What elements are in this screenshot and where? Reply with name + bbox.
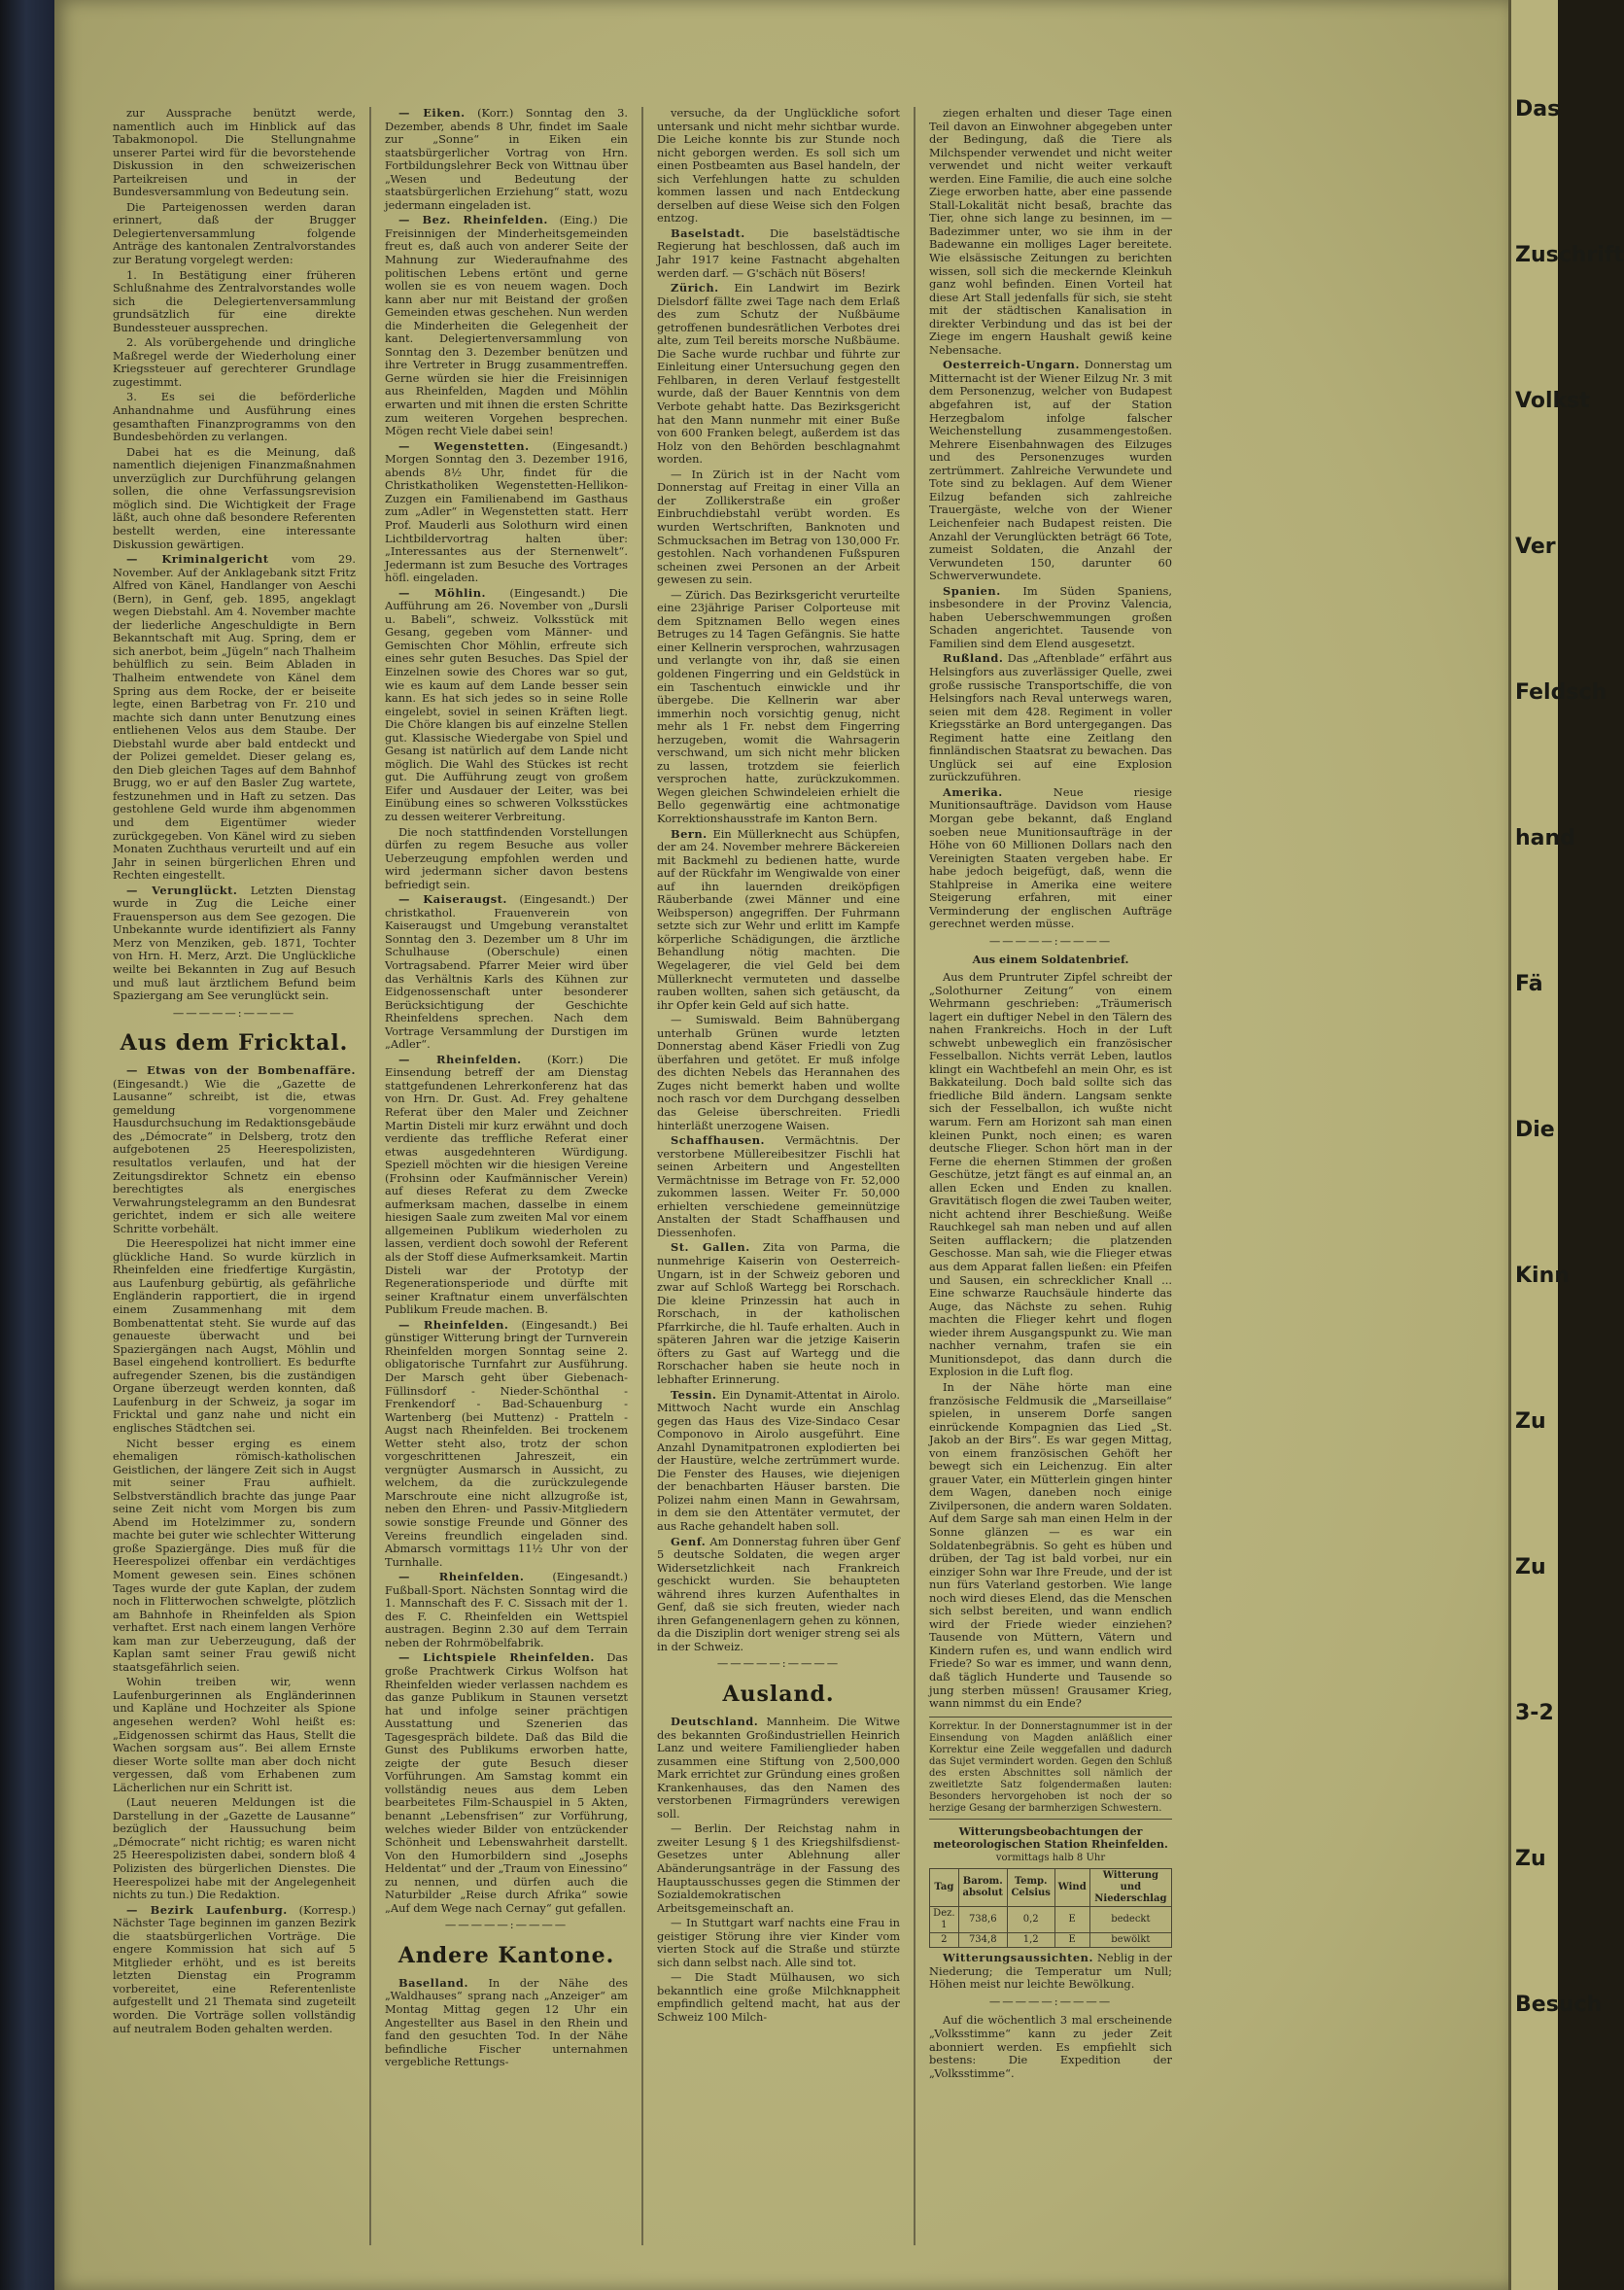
article-text: Im Süden Spaniens, insbesondere in der Provinz Valencia, haben Ueberschwemmungen großen Schaden angerichtet. Tausende von Familien sind dem Elend ausgesetzt. bbox=[929, 583, 1172, 650]
article-text: — Zürich. Das Bezirksgericht verurteilte eine 23jährige Pariser Colporteuse mit dem Spitznamen Bello wegen eines Betruges zu 14 Tagen Gefängnis. Sie hatte einer Kellnerin versprochen, wahrzusagen und verlangte von ihr, daß sie einen goldenen Fingerring und ein Geldstück in ein Taschentuch einwickle und ihr übergebe. Die Kellnerin war aber immerhin noch vorsichtig genug, nicht mehr als 1 Fr. nebst dem Fingerring herzugeben, womit die Wahrsagerin verschwand, um sich nicht mehr blicken zu lassen, trotzdem sie feierlich versprochen hatte, zurückzukommen. Wegen gleichen Schwindeleien erhielt die Bello gegenwärtig eine achtmonatige Korrektionshausstrafe im Kanton Bern. bbox=[657, 587, 900, 825]
article-text: Ein Landwirt im Bezirk Dielsdorf fällte zwei Tage nach dem Erlaß des zum Schutz der Nußbäume getroffenen bundesrätlichen Verbotes drei alte, zum Teil bereits morsche Nußbäume. Die Sache wurde ruchbar und führte zur Einleitung einer Untersuchung gegen den Fehlbaren, in deren Verlauf festgestellt wurde, daß der Bauer Kenntnis von dem Verbote gehabt hatte. Das Bezirksgericht hat den Mann nunmehr mit einer Buße von 600 Franken belegt, außerdem ist das Holz von den Behörden beschlagnahmt worden. bbox=[657, 281, 900, 467]
article-paragraph bbox=[929, 2014, 1172, 2080]
article-paragraph bbox=[657, 1241, 900, 1386]
article-text: — Die Stadt Mülhausen, wo sich bekanntlich eine große Milchknappheit empfindlich geltend macht, hat aus der Schweiz 100 Milch- bbox=[657, 1970, 900, 2025]
article-text: Die Parteigenossen werden daran erinnert, daß der Brugger Delegiertenversammlung folgende Anträge des kantonalen Zentralvorstandes zur Beratung vorgelegt werden: bbox=[113, 199, 356, 267]
article-columns bbox=[113, 107, 1172, 2245]
article-dateline: Rußland. bbox=[943, 651, 1004, 666]
article-dateline: — Verunglückt. bbox=[126, 883, 238, 897]
article-dateline: — Möhlin. bbox=[398, 585, 487, 600]
article-text: 2. Als vorübergehende und dringliche Maßregel werde der Wiederholung einer Kriegssteuer auf gerechterer Grundlage zugestimmt. bbox=[113, 335, 356, 389]
article-text: Die noch stattfindenden Vorstellungen dürfen zu regem Besuche aus voller Ueberzeugung empfohlen werden und wird jedermann sicher davon bestens befriedigt sein. bbox=[385, 824, 628, 891]
adjacent-page-fragment: Besuch bbox=[1515, 1993, 1603, 2017]
article-paragraph bbox=[385, 1319, 628, 1569]
article-text: Donnerstag um Mitternacht ist der Wiener Eilzug Nr. 3 mit dem Personenzug, welcher von Budapest abgefahren ist, auf der Station Herzegbalom infolge falscher Weichenstellung zusammengestoßen. Mehrere Eisenbahnwagen des Eilzuges und des Personenzuges wurden zertrümmert. Zahlreiche Verwundete und Tote sind zu beklagen. Auf dem Wiener Eilzug befanden sich zahlreiche Trauergäste, welche von der Wiener Leichenfeier nach Budapest reisten. Die Anzahl der Verunglückten beträgt 66 Tote, zumeist Soldaten, die Anzahl der Verwundeten 150, darunter 60 Schwerverwundete. bbox=[929, 358, 1172, 583]
article-paragraph bbox=[657, 1716, 900, 1821]
adjacent-page-edge bbox=[1508, 0, 1624, 2290]
article-text: Neue riesige Munitionsaufträge. Davidson vom Hause Morgan gebe bekannt, daß England soeben neue Munitionsaufträge in der Höhe von 60 Millionen Dollars nach den Vereinigten Staaten vergeben habe. Er habe jedoch beigefügt, daß, wenn die Stahlpreise in Amerika eine weitere Steigerung erfahren, mit einer Verminderung der englischen Aufträge gerechnet werden müsse. bbox=[929, 784, 1172, 931]
weather-header-cell: Barom. absolut bbox=[958, 1869, 1007, 1907]
article-paragraph bbox=[657, 227, 900, 280]
article-text: (Laut neueren Meldungen ist die Darstellung in der „Gazette de Lausanne“ bezüglich der Haussuchung beim „Démocrate“ nicht richtig; es waren nicht 25 Heerespolizisten dabei, sondern bloß 4 Polizisten des bürgerlichen Dienstes. Die Heerespolizei habe mit der Angelegenheit nichts zu tun.) Die Redaktion. bbox=[113, 1795, 356, 1902]
section-separator: —————:———— bbox=[988, 1994, 1113, 2008]
article-dateline: Genf. bbox=[671, 1534, 707, 1548]
article-dateline: — Etwas von der Bombenaffäre. bbox=[126, 1063, 356, 1078]
article-dateline: Schaffhausen. bbox=[671, 1133, 765, 1148]
adjacent-page-fragment: Ver bbox=[1515, 535, 1556, 559]
article-paragraph bbox=[385, 107, 628, 212]
article-paragraph bbox=[657, 468, 900, 587]
article-text: Zita von Parma, die nunmehrige Kaiserin von Oesterreich-Ungarn, ist in der Schweiz geboren und zwar auf Schloß Wartegg bei Rorschach. Die kleine Prinzessin hat auch in Rorschach, in der katholischen Pfarrkirche, die hl. Taufe erhalten. Auch in späteren Jahren war die jetzige Kaiserin öfters zu Gast auf Wartegg und die Rorschacher haben sie heute noch in lebhafter Erinnerung. bbox=[657, 1240, 900, 1386]
article-text: In der Nähe des „Waldhauses“ sprang nach „Anzeiger“ am Montag Mittag gegen 12 Uhr ein Angestellter aus Basel in den Rhein und fand den gesuchten Tod. In der Nähe befindliche Fischer unternahmen vergebliche Rettungs- bbox=[385, 1975, 628, 2069]
section-heading: Andere Kantone. bbox=[397, 1942, 615, 1968]
article-paragraph bbox=[657, 282, 900, 467]
section-separator: —————:———— bbox=[716, 1656, 841, 1671]
article-paragraph bbox=[385, 587, 628, 824]
article-paragraph bbox=[385, 826, 628, 892]
column-2 bbox=[385, 107, 628, 2245]
article-dateline: — Rheinfelden. bbox=[398, 1052, 522, 1066]
article-dateline: Baselland. bbox=[398, 1975, 468, 1990]
article-text: (Eingesandt.) Bei günstiger Witterung bringt der Turnverein Rheinfelden morgen Sonntag seine 2. obligatorische Turnfahrt zur Ausführung. Der Marsch geht über Giebenach-Füllinsdorf - Nieder-Schönthal - Frenkendorf - Bad-Schauenburg - Wartenberg (bei Muttenz) - Pratteln - Augst nach Rheinfelden. Bei trockenem Wetter steht also, trotz der schon vorgeschrittenen Jahreszeit, ein vergnügter Ausmarsch in Aussicht, zu welchem, da die zurückzulegende Marschroute eine nicht allzugroße ist, neben den Ehren- und Passiv-Mitgliedern sowie sonstige Freunde und Gönner des Vereins freundlich eingeladen sind. Abmarsch vormittags 11½ Uhr von der Turnhalle. bbox=[385, 1317, 628, 1569]
weather-cell: Dez. 1 bbox=[930, 1907, 959, 1933]
article-text: Nicht besser erging es einem ehemaligen römisch-katholischen Geistlichen, der längere Zeit sich in Augst mit seiner Frau aufhielt. Selbstverständlich brachte das junge Paar seine Zeit nicht vom Morgen bis zum Abend im Hotelzimmer zu, sondern machte bei guter wie schlechter Witterung große Spaziergänge. Dies muß für die Heerespolizei offenbar ein verdächtiges Moment gewesen sein. Eines schönen Tages wurde der gute Kaplan, der zudem noch in Flitterwochen schwelgte, plötzlich am Bahnhofe in Rheinfelden als Spion verhaftet. Erst nach einem langen Verhöre kam man zur Ueberzeugung, daß der Kaplan samt seiner Frau gewiß nicht staatsgefährlich seien. bbox=[113, 1436, 356, 1674]
article-paragraph bbox=[657, 1917, 900, 1969]
article-text: Die baselstädtische Regierung hat beschlossen, daß auch im Jahr 1917 keine Fastnacht abgehalten werden darf. — G'schäch nüt Bösers! bbox=[657, 226, 901, 280]
weather-row bbox=[930, 1933, 1172, 1948]
article-text: In der Nähe hörte man eine französische Feldmusik die „Marseillaise“ spielen, in unserem Dorfe sangen einrückende Kompagnien das Lied „St. Jakob an der Birs“. Es war gegen Mittag, von einem französischen Gehöft her bewegt sich ein Leichenzug. Ein alter grauer Vater, ein Mütterlein gingen hinter dem Wagen, daneben noch einige Zivilpersonen, die andern waren Soldaten. Auf dem Sarge sah man einen Helm in der Sonne glänzen — es war ein Soldatenbegräbnis. So geht es hüben und drüben, der Tag ist bald vorbei, nur ein einziger Sohn war Ihre Freude, und der ist nun fürs Vaterland gestorben. Wie lange noch wird dieses Elend, das die Menschen sich selbst bereiten, und wann endlich wird der Friede wieder einziehen? Tausende von Müttern, Vätern und Kindern rufen es, und wann endlich wird Friede? So war es immer, und wann denn, daß täglich Hunderte und Tausende so jung sterben müssen! Grausamer Krieg, wann nimmst du ein Ende? bbox=[929, 1379, 1172, 1711]
adjacent-page-fragment: Die bbox=[1515, 1118, 1555, 1142]
article-text: (Eingesandt.) Fußball-Sport. Nächsten Sonntag wird die 1. Mannschaft des F. C. Sissach mit der 1. des F. C. Rheinfelden ein Wettspiel austragen. Beginn 2.30 auf dem Terrain neben der Rohrmöbelfabrik. bbox=[385, 1570, 628, 1649]
article-text: Wohin treiben wir, wenn Laufenburgerinnen als Engländerinnen und Kapläne und Hochzeiter als Spione angesehen werden? Wohl heißt es: „Eidgenossen schirmt das Haus, Stellt die Wachen sorgsam aus“. Bei allem Ernste dieser Worte sollte man aber doch nicht vergessen, daß vom Erhabenen zum Lächerlichen nur ein Schritt ist. bbox=[113, 1675, 356, 1794]
article-paragraph bbox=[929, 107, 1172, 357]
article-dateline: Witterungsaussichten. bbox=[943, 1951, 1093, 1965]
article-paragraph bbox=[657, 828, 900, 1013]
article-dateline: — Rheinfelden. bbox=[398, 1570, 525, 1584]
article-text: Auf die wöchentlich 3 mal erscheinende „Volksstimme“ kann zu jeder Zeit abonniert werden. Es empfiehlt sich bestens: Die Expedition der „Volksstimme“. bbox=[929, 2013, 1172, 2080]
weather-cell: E bbox=[1054, 1933, 1089, 1948]
article-text: Das große Prachtwerk Cirkus Wolfson hat Rheinfelden wieder verlassen nachdem es das ganze Publikum in Staunen versetzt hat und infolge seiner prächtigen Ausstattung und Szenerien das Tagesgespräch bildete. Daß das Bild die Gunst des Publikums erworben hatte, zeigte der gute Besuch dieser Vorführungen. Am Samstag kommt ein vollständig neues aus dem Leben bearbeitetes Film-Schauspiel in 5 Akten, benannt „Lebensfrisen“ zur Vorführung, welches wieder Bilder von entzückender Schönheit und Lebenswahrheit darstellt. Von den Humorbildern sind „Josephs Heldentat“ und der „Traum von Einessino“ zu nennen, und dürfen auch die Naturbilder „Reise durch Afrika“ sowie „Auf dem Wege nach Cernay“ gut gefallen. bbox=[385, 1650, 628, 1915]
section-separator: —————:———— bbox=[988, 933, 1113, 948]
article-dateline: St. Gallen. bbox=[671, 1240, 750, 1255]
article-dateline: — Kriminalgericht bbox=[126, 552, 269, 567]
article-text: Ein Müllerknecht aus Schüpfen, der am 24. November mehrere Bäckereien mit Backmehl zu bedienen hatte, wurde auf der Rückfahr im Wengiwalde von einer auf ihn lauernden dreiköpfigen Räuberbande (zwei Männer und eine Weibsperson) angegriffen. Der Fuhrmann setzte sich zur Wehr und erlitt im Kampfe körperliche Schädigungen, die ärztliche Behandlung nötig machten. Die Wegelagerer, die viel Geld bei dem Müllerknecht vermuteten und dasselbe rauben wollten, sahen sich getäuscht, da ihr Opfer kein Geld auf sich hatte. bbox=[657, 826, 900, 1012]
weather-header-row bbox=[930, 1869, 1172, 1907]
article-paragraph bbox=[113, 1237, 356, 1435]
article-text: 1. In Bestätigung einer früheren Schlußnahme des Zentralvorstandes wolle sich die Delegiertenversammlung grundsätzlich für eine direkte Bundessteuer aussprechen. bbox=[113, 267, 356, 334]
article-paragraph bbox=[385, 893, 628, 1052]
article-paragraph bbox=[113, 1438, 356, 1675]
article-paragraph bbox=[929, 585, 1172, 651]
article-paragraph bbox=[113, 1676, 356, 1794]
article-text: (Eingesandt.) Der christkathol. Frauenverein von Kaiseraugst und Umgebung veranstaltet Sonntag den 3. Dezember um 8 Uhr im Schulhause (Oberschule) einen Vortragsabend. Pfarrer Meier wird über das Verhältnis Karls des Kühnen zur Eidgenossenschaft unter besonderer Berücksichtigung der Geschichte Rheinfeldens sprechen. Nach dem Vortrage Versammlung der Durstigen im „Adler“. bbox=[385, 892, 628, 1052]
column-4 bbox=[929, 107, 1172, 2245]
article-paragraph bbox=[929, 786, 1172, 931]
article-paragraph bbox=[929, 1381, 1172, 1711]
article-dateline: Zürich. bbox=[671, 281, 719, 295]
article-paragraph bbox=[657, 589, 900, 826]
article-dateline: Baselstadt. bbox=[671, 226, 745, 240]
weather-cell: E bbox=[1054, 1907, 1089, 1933]
adjacent-page-fragment: Zu bbox=[1515, 1409, 1546, 1434]
article-dateline: Amerika. bbox=[943, 784, 1003, 799]
weather-cell: 734,8 bbox=[958, 1933, 1007, 1948]
article-dateline: Spanien. bbox=[943, 583, 1001, 598]
article-paragraph bbox=[113, 336, 356, 389]
weather-cell: 1,2 bbox=[1007, 1933, 1054, 1948]
article-paragraph bbox=[929, 1952, 1172, 1992]
weather-title: Witterungsbeobachtungen der meteorologischen Station Rheinfelden. bbox=[933, 1824, 1168, 1852]
article-text: Letzten Dienstag wurde in Zug die Leiche einer Frauensperson aus dem See gezogen. Die Unbekannte wurde identifiziert als Fanny Merz von Menziken, geb. 1871, Tochter von Hrn. H. Merz, Arzt. Die Unglückliche weilte bei Bekannten in Zug auf Besuch und muß laut ärztlichem Befund beim Spaziergang am See verunglückt sein. bbox=[113, 883, 356, 1003]
article-text: Neblig in der Niederung; die Temperatur um Null; Höhen meist nur leichte Bewölkung. bbox=[929, 1951, 1172, 1992]
article-text: (Eingesandt.) Wie die „Gazette de Lausanne“ schreibt, ist die, etwas gemeldung vorgenommene Hausdurchsuchung im Redaktionsgebäude des „Démocrate“ in Delsberg, trotz den aufgebotenen 25 Heerespolizisten, resultatlos verlaufen, und hat der Zeitungsdirektor Schnetz ein ebenso berechtigtes als energisches Verwahrungstelegramm an den Bundesrat gerichtet, indem er sich alle weitere Schritte vorbehält. bbox=[113, 1076, 356, 1235]
weather-header-cell: Wind bbox=[1054, 1869, 1089, 1907]
weather-table bbox=[929, 1868, 1172, 1948]
section-heading: Aus dem Fricktal. bbox=[120, 1030, 349, 1057]
adjacent-page-fragment: Zuschrift bbox=[1515, 243, 1624, 267]
article-paragraph bbox=[657, 1014, 900, 1132]
article-dateline: — Bezirk Laufenburg. bbox=[126, 1902, 288, 1917]
article-paragraph bbox=[657, 1389, 900, 1534]
article-text: — In Zürich ist in der Nacht vom Donnerstag auf Freitag in einer Villa an der Zollikerstraße ein großer Einbruchdiebstahl verübt worden. Es wurden Wertschriften, Banknoten und Schmucksachen im Betrag von 130,000 Fr. gestohlen. Nach vorhandenen Fußspuren scheinen zwei Personen an der Arbeit gewesen zu sein. bbox=[657, 467, 900, 587]
article-paragraph bbox=[657, 1971, 900, 2024]
section-heading: Ausland. bbox=[722, 1681, 835, 1707]
weather-header-cell: Tag bbox=[930, 1869, 959, 1907]
article-paragraph bbox=[113, 391, 356, 443]
article-text: — Sumiswald. Beim Bahnübergang unterhalb Grünen wurde letzten Donnerstag abend Käser Friedli von Zug überfahren und getötet. Er muß infolge des dichten Nebels das Herannahen des Zuges nicht bemerkt haben und wollte noch rasch vor dem Durchgang desselben das Geleise überschreiten. Friedli hinterläßt unerzogene Waisen. bbox=[657, 1013, 900, 1132]
article-text: (Eingesandt.) Morgen Sonntag den 3. Dezember 1916, abends 8½ Uhr, findet für die Christkatholiken Wegenstetten-Hellikon-Zuzgen ein Familienabend im Gasthaus zum „Adler“ in Wegenstetten statt. Herr Prof. Mauderli aus Solothurn wird einen Lichtbildervortrag halten über: „Interessantes aus der Sternenwelt“. Jedermann ist zum Besuche des Vortrages höfl. eingeladen. bbox=[385, 438, 628, 585]
article-paragraph bbox=[113, 269, 356, 335]
article-text: — In Stuttgart warf nachts eine Frau in geistiger Störung ihre vier Kinder vom vierten Stock auf die Straße und stürzte sich dann selbst nach. Alle sind tot. bbox=[657, 1916, 900, 1969]
article-paragraph bbox=[113, 107, 356, 199]
article-paragraph bbox=[657, 107, 900, 226]
weather-header-cell: Temp. Celsius bbox=[1007, 1869, 1054, 1907]
article-text: (Eingesandt.) Die Aufführung am 26. November von „Dursli u. Babeli“, schweiz. Volksstück mit Gesang, gegeben vom Männer- und Gemischten Chor Möhlin, erfreute sich eines sehr guten Besuches. Das Spiel der Einzelnen sowie des Chores war so gut, wie es kaum auf dem Lande besser sein kann. Es hat sich jedes so in seine Rolle eingelebt, soviel in seinen Kräften liegt. Die Chöre klangen bis auf einzelne Stellen gut. Klassische Wiedergabe von Spiel und Gesang ist natürlich auf dem Lande nicht möglich. Die Wahl des Stückes ist recht gut. Die Aufführung zeugt von großem Eifer und Ausdauer der Leiter, was bei Einübung eines so schweren Volksstückes zu dessen weiterer Verbreitung. bbox=[385, 585, 628, 823]
article-paragraph bbox=[113, 553, 356, 883]
article-paragraph bbox=[929, 971, 1172, 1379]
weather-cell: 738,6 bbox=[958, 1907, 1007, 1933]
article-text: (Korresp.) Nächster Tage beginnen im ganzen Bezirk die staatsbürgerlichen Vorträge. Die engere Kommission hat sich auf 5 Mitglieder erhöht, und es ist bereits letzten Dienstag ein Programm vorbereitet, eine Referentenliste aufgestellt und 21 Themata sind zugeteilt worden. Die Vorträge sollen vollständig auf neutralem Boden gehalten werden. bbox=[113, 1902, 357, 2035]
article-dateline: Deutschland. bbox=[671, 1714, 759, 1728]
article-dateline: Tessin. bbox=[671, 1387, 717, 1402]
article-dateline: Bern. bbox=[671, 826, 708, 841]
column-rule bbox=[914, 107, 916, 2245]
article-text: Ein Dynamit-Attentat in Airolo. Mittwoch Nacht wurde ein Anschlag gegen das Haus des Vize-Sindaco Cesar Componovo in Airolo ausgeführt. Eine Anzahl Dynamitpatronen explodierten bei der Haustüre, welche zertrümmert wurde. Die Fenster des Hauses, wie diejenigen der benachbarten Häuser barsten. Die Polizei nahm einen Mann in Gewahrsam, in dem sie den Attentäter vermutet, der aus Rache gehandelt haben soll. bbox=[657, 1387, 901, 1533]
column-1 bbox=[113, 107, 356, 2245]
article-paragraph bbox=[113, 201, 356, 267]
weather-subtitle: vormittags halb 8 Uhr bbox=[995, 1852, 1106, 1863]
article-paragraph bbox=[657, 1536, 900, 1654]
article-text: vom 29. November. Auf der Anklagebank sitzt Fritz Alfred von Känel, Handlanger von Aeschi (Bern), in Genf, geb. 1895, angeklagt wegen Diebstahl. Am 4. November machte der liederliche Angeschuldigte in Bern Bekanntschaft mit Aug. Spring, dem er sich anerbot, beim „Jügeln“ nach Thalheim behülflich zu sein. Beim Abladen in Thalheim entwendete von Känel dem Spring aus dem Rocke, der er beiseite legte, einen Barbetrag von Fr. 210 und machte sich dann unter Benutzung eines entliehenen Velos aus dem Staube. Der Diebstahl wurde aber bald entdeckt und der Polizei gemeldet. Dieser gelang es, den Dieb gleichen Tages auf dem Bahnhof Brugg, wo er auf den Basler Zug wartete, festzunehmen und in Haft zu setzen. Das gestohlene Geld wurde ihm abgenommen und dem Eigentümer wieder zurückgegeben. Von Känel wird zu sieben Monaten Zuchthaus verurteilt und auf ein Jahr in seinen bürgerlichen Ehren und Rechten eingestellt. bbox=[113, 552, 356, 883]
correction-note: Korrektur. In der Donnerstagnummer ist in der Einsendung von Magden anläßlich einer Korrektur eine Zeile weggefallen und dadurch das Sujet vermindert worden. Gegen den Schluß des ersten Abschnittes soll nämlich der zweitletzte Satz folgendermaßen lauten: Besonders hervorgehoben ist noch der so herzige Gesang der barmherzigen Schwestern. bbox=[929, 1717, 1172, 1820]
subsection-heading: Aus einem Soldatenbrief. bbox=[972, 953, 1129, 967]
article-text: Das „Aftenblade“ erfährt aus Helsingfors aus zuverlässiger Quelle, zwei große russische Transportschiffe, die von Helsingfors nach Reval unterwegs waren, seien mit dem 428. Regiment in voller Kriegsstärke an Bord untergegangen. Das Regiment hatte eine Zeitlang den finnländischen Staatsrat zu bewachen. Das Unglück sei auf eine Explosion zurückzuführen. bbox=[929, 651, 1172, 784]
article-text: — Berlin. Der Reichstag nahm in zweiter Lesung § 1 des Kriegshilfsdienst-Gesetzes unter Ablehnung aller Abänderungsanträge in der Fassung des Hauptausschusses gegen die Stimmen der Sozialdemokratischen Arbeitsgemeinschaft an. bbox=[657, 1822, 900, 1915]
article-paragraph bbox=[385, 214, 628, 437]
article-paragraph bbox=[113, 1064, 356, 1235]
section-separator: —————:———— bbox=[444, 1918, 569, 1932]
adjacent-page-fragment: Volkst bbox=[1515, 389, 1590, 413]
weather-row bbox=[930, 1907, 1172, 1933]
weather-header-cell: Witterung und Niederschlag bbox=[1089, 1869, 1171, 1907]
weather-cell: bewölkt bbox=[1089, 1933, 1171, 1948]
article-text: versuche, da der Unglückliche sofort untersank und nicht mehr sichtbar wurde. Die Leiche konnte bis zur Stunde noch nicht geborgen werden. Es soll sich um einen Postbeamten aus Basel handeln, der sich Verfehlungen hatte zu schulden kommen lassen und nach Entdeckung derselben auf diese Weise sich den Folgen entzog. bbox=[657, 106, 900, 226]
weather-cell: 2 bbox=[930, 1933, 959, 1948]
adjacent-page-fragment: Feldsch bbox=[1515, 680, 1607, 705]
weather-cell: bedeckt bbox=[1089, 1907, 1171, 1933]
adjacent-page-fragment: Zu bbox=[1515, 1847, 1546, 1871]
article-paragraph bbox=[385, 1977, 628, 2069]
adjacent-page-fragment: Zu bbox=[1515, 1555, 1546, 1579]
article-dateline: — Lichtspiele Rheinfelden. bbox=[398, 1650, 595, 1665]
article-paragraph bbox=[929, 652, 1172, 783]
article-text: Mannheim. Die Witwe des bekannten Großindustriellen Heinrich Lanz und weitere Familienglieder haben zusammen eine Stiftung von 2,500,000 Mark errichtet zur Gründung eines großen Krankenhauses, das den Namen des verstorbenen Firmagründers verewigen soll. bbox=[657, 1714, 900, 1821]
article-dateline: — Kaiseraugst. bbox=[398, 892, 507, 907]
section-separator: —————:———— bbox=[172, 1005, 296, 1020]
column-rule bbox=[369, 107, 371, 2245]
article-paragraph bbox=[385, 440, 628, 585]
article-text: 3. Es sei die beförderliche Anhandnahme und Ausführung eines gesamthaften Finanzprogramms von den Bundesbehörden zu verlangen. bbox=[113, 390, 356, 444]
adjacent-page-fragment: Kinn bbox=[1515, 1264, 1570, 1288]
newspaper-page bbox=[54, 0, 1508, 2290]
article-dateline: — Wegenstetten. bbox=[398, 438, 530, 453]
article-text: ziegen erhalten und dieser Tage einen Teil davon an Einwohner abgegeben unter der Bedingung, daß die Tiere als Milchspender verwendet und nicht weiter verwendet und nicht weiter verkauft werden. Eine Familie, die auch eine solche Ziege erworben hatte, aber eine passende Stall-Lokalität nicht besaß, brachte das Tier, ohne sich lange zu besinnen, im — Badezimmer unter, wo sie ihm in der Badewanne ein molliges Lager bereitete. Wie elsässische Zeitungen zu berichten wissen, soll sich die meckernde Kleinkuh ganz wohl befinden. Einen Vorteil hat diese Art Stall jedenfalls für sich, sie steht mit der städtischen Kanalisation in direkter Verbindung und das ist bei der Ziege im engern Haushalt gewiß keine Nebensache. bbox=[929, 106, 1172, 357]
article-paragraph bbox=[113, 885, 356, 1003]
article-dateline: — Bez. Rheinfelden. bbox=[398, 213, 548, 227]
adjacent-page-fragment: Das bbox=[1515, 97, 1561, 121]
adjacent-page-fragment: 3-2 bbox=[1515, 1701, 1554, 1725]
article-text: Die Heerespolizei hat nicht immer eine glückliche Hand. So wurde kürzlich in Rheinfelden eine friedfertige Kurgästin, aus Laufenburg gebürtig, als gefährliche Engländerin rapportiert, die in irgend einem Zusammenhang mit dem Bombenattentat steht. Sie wurde auf das genaueste überwacht und bei Spaziergängen nach Augst, Möhlin und Basel eingehend kontrolliert. Es bedurfte aufregender Szenen, bis die zuständigen Organe überzeugt werden konnten, daß Laufenburg in der Schweiz, ja sogar im Fricktal und ganz nahe und nicht ein englisches Städtchen sei. bbox=[113, 1236, 356, 1435]
article-paragraph bbox=[929, 359, 1172, 582]
article-paragraph bbox=[113, 446, 356, 551]
column-rule bbox=[641, 107, 643, 2245]
column-3 bbox=[657, 107, 900, 2245]
article-text: Vermächtnis. Der verstorbene Müllereibesitzer Fischli hat seinen Arbeitern und Angestellten Vermächtnisse im Betrage von Fr. 52,000 zukommen lassen. Weiter Fr. 50,000 erhielten verschiedene gemeinnützige Anstalten der Stadt Schaffhausen und Diessenhofen. bbox=[657, 1133, 900, 1239]
article-text: (Korr.) Die Einsendung betreff der am Dienstag stattgefundenen Lehrerkonferenz hat das von Hrn. Dr. Gust. Ad. Frey gehaltene Referat über den Maler und Zeichner Martin Disteli mir kurz erwähnt und doch verdiente das treffliche Referat einer etwas ausgedehnteren Würdigung. Speziell möchten wir die hiesigen Vereine (Frohsinn oder Kaufmännischer Verein) auf dieses Referat zu dem Zwecke aufmerksam machen, dasselbe in einem hiesigen Saale zum zweiten Mal vor einem allgemeinen Publikum wiederholen zu lassen, verdient doch sowohl der Referent als der Stoff diese Aufmerksamkeit. Martin Disteli war der Prototyp der Regenerationsperiode und dürfte mit seiner Kraftnatur einem unverfälschten Publikum Freude machen. B. bbox=[385, 1052, 628, 1317]
weather-cell: 0,2 bbox=[1007, 1907, 1054, 1933]
article-text: Aus dem Pruntruter Zipfel schreibt der „Solothurner Zeitung“ von einem Wehrmann geschrieben: „Träumerisch lagert ein duftiger Nebel in den Tälern des nahen Frankreichs. Hoch in der Luft schwebt unbeweglich ein französischer Fesselballon. Nichts verrät Leben, lautlos klingt ein Wachtbefehl an mein Ohr, es ist Bakkateilung. Doch bald sollte sich das friedliche Bild ändern. Langsam senkte sich der Fesselballon, ich wußte nicht warum. Fern am Horizont sah man einen kleinen Punkt, noch einen; es waren deutsche Flieger. Schon hört man in der Ferne die ehernen Stimmen der großen Geschütze, jetzt fängt es auf einmal an, an allen Ecken und Enden zu knallen. Gravitätisch flogen die zwei Tauben weiter, nicht achtend ihrer Beschießung. Weiße Rauchkegel sah man neben und auf allen Seiten aufflackern; die platzenden Geschosse. Man sah, wie die Flieger etwas aus dem Apparat fallen ließen: ein Pfeifen und Sausen, ein schrecklicher Knall ... Eine schwarze Rauchsäule hinderte das Auge, das Nächste zu sehen. Ruhig machten die Flieger kehrt und flogen wieder ihrem Ausgangspunkt zu. Wie man nachher vernahm, trafen sie ein Munitionsdepot, das dann durch die Explosion in die Luft flog. bbox=[929, 970, 1172, 1379]
article-paragraph bbox=[657, 1134, 900, 1239]
article-paragraph bbox=[113, 1796, 356, 1901]
article-text: zur Aussprache benützt werde, namentlich auch im Hinblick auf das Tabakmonopol. Die Stellungnahme unserer Partei wird für die bevorstehende Diskussion in den schweizerischen Parteikreisen und in der Bundesversammlung von Bedeutung sein. bbox=[113, 106, 356, 199]
adjacent-page-fragment: hand bbox=[1515, 826, 1575, 850]
article-paragraph bbox=[385, 1571, 628, 1649]
article-dateline: Oesterreich-Ungarn. bbox=[943, 358, 1080, 372]
article-text: Dabei hat es die Meinung, daß namentlich diejenigen Finanzmaßnahmen unverzüglich zur Durchführung gelangen sollen, die ohne Verfassungsrevision möglich sind. Die Wichtigkeit der Frage läßt, auch ohne daß besondere Referenten bestellt werden, eine interessante Diskussion gewärtigen. bbox=[113, 444, 356, 551]
article-dateline: — Rheinfelden. bbox=[398, 1317, 509, 1332]
article-text: (Eing.) Die Freisinnigen der Minderheitsgemeinden freut es, daß auch von anderer Seite der Mahnung zur Wiederaufnahme des politischen Lebens ertönt und gerne wollen sie es von neuem wagen. Doch kann aber nur mit Beistand der großen Gemeinden etwas geschehen. Nun werden die Minderheiten die Gelegenheit der kant. Delegiertenversammlung von Sonntag den 3. Dezember benützen und ihre Vertreter in Brugg zusammentreffen. Gerne würden sie hier die Freisinnigen aus Rheinfelden, Magden und Möhlin erwarten und mit ihnen die ersten Schritte zum weiteren Vorgehen besprechen. Mögen recht Viele dabei sein! bbox=[385, 213, 629, 438]
article-paragraph bbox=[657, 1822, 900, 1915]
article-paragraph bbox=[385, 1054, 628, 1317]
article-paragraph bbox=[385, 1651, 628, 1915]
article-paragraph bbox=[113, 1904, 356, 2035]
book-spine bbox=[0, 0, 58, 2290]
adjacent-page-fragment: Fä bbox=[1515, 972, 1543, 996]
article-text: Am Donnerstag fuhren über Genf 5 deutsche Soldaten, die wegen arger Widersetzlichkeit nach Frankreich geschickt wurden. Sie behaupteten während ihres kurzen Aufenthaltes in Genf, daß sie sich freuten, wieder nach ihren Gefangenenlagern gehen zu können, da die Disziplin dort weniger streng sei als in der Schweiz. bbox=[657, 1534, 900, 1653]
article-text: (Korr.) Sonntag den 3. Dezember, abends 8 Uhr, findet im Saale zur „Sonne“ in Eiken ein staatsbürgerlicher Vortrag von Hrn. Fortbildungslehrer Beck von Wittnau über „Wesen und Bedeutung der staatsbürgerlichen Erziehung“ statt, wozu jedermann eingeladen ist. bbox=[385, 106, 628, 212]
article-dateline: — Eiken. bbox=[398, 106, 466, 120]
